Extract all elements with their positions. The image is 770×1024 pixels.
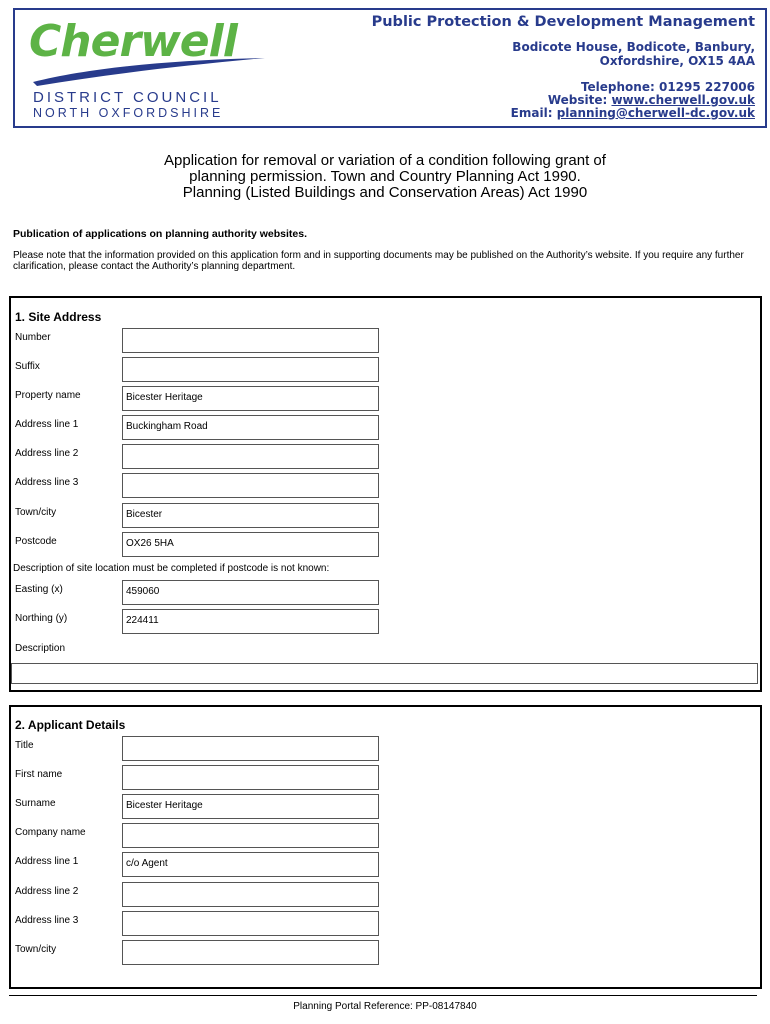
- applicant-address-line-1-field[interactable]: c/o Agent: [122, 852, 379, 877]
- applicant-town-city-field[interactable]: [122, 940, 379, 965]
- field-label: Number: [15, 332, 51, 343]
- address-line-3-field[interactable]: [122, 473, 379, 498]
- website-link[interactable]: www.cherwell.gov.uk: [611, 93, 755, 107]
- telephone-label: Telephone:: [580, 80, 655, 94]
- first-name-field[interactable]: [122, 765, 379, 790]
- email-link[interactable]: planning@cherwell-dc.gov.uk: [556, 106, 755, 120]
- title-line-3: Planning (Listed Buildings and Conservation Areas) Act 1990: [182, 184, 588, 201]
- telephone-number: 01295 227006: [658, 80, 755, 94]
- applicant-address-line-3-field[interactable]: [122, 911, 379, 936]
- website: [548, 93, 755, 107]
- field-label: Property name: [15, 390, 81, 401]
- field-label: Description: [15, 643, 66, 654]
- address-line-1-field[interactable]: Buckingham Road: [122, 415, 379, 440]
- logo-north-oxfordshire: NORTH OXFORDSHIRE: [33, 106, 224, 120]
- company-name-field[interactable]: [122, 823, 379, 848]
- publication-heading: Publication of applications on planning authority websites.: [13, 228, 308, 240]
- council-logo-wordmark: Cherwell: [29, 16, 237, 67]
- section-heading: 1. Site Address: [15, 310, 102, 324]
- field-label: Postcode: [15, 536, 57, 547]
- field-label: Suffix: [15, 361, 40, 372]
- field-label: Company name: [15, 827, 86, 838]
- logo-swoosh-icon: [29, 56, 269, 86]
- field-label: First name: [15, 769, 63, 780]
- field-label: Surname: [15, 798, 56, 809]
- field-label: Title: [15, 740, 34, 751]
- field-label: Town/city: [15, 507, 57, 518]
- property-name-field[interactable]: Bicester Heritage: [122, 386, 379, 411]
- number-field[interactable]: [122, 328, 379, 353]
- department-name: Public Protection & Development Management: [371, 14, 755, 30]
- telephone: [581, 80, 755, 94]
- field-label: Northing (y): [15, 613, 68, 624]
- section-heading: 2. Applicant Details: [15, 718, 126, 732]
- email: [511, 106, 755, 120]
- address-line-2: Oxfordshire, OX15 4AA: [599, 54, 755, 68]
- northing-field[interactable]: 224411: [122, 609, 379, 634]
- email-label: Email:: [510, 106, 553, 120]
- field-label: Address line 1: [15, 419, 79, 430]
- field-label: Address line 3: [15, 477, 79, 488]
- postcode-field[interactable]: OX26 5HA: [122, 532, 379, 557]
- portal-reference: Planning Portal Reference: PP-08147840: [293, 1001, 477, 1012]
- field-label: Address line 3: [15, 915, 79, 926]
- document-title: [0, 153, 770, 201]
- field-label: Easting (x): [15, 584, 63, 595]
- title-field[interactable]: [122, 736, 379, 761]
- logo-district-council: DISTRICT COUNCIL: [33, 89, 222, 106]
- title-line-2: planning permission. Town and Country Planning Act 1990.: [189, 168, 581, 185]
- location-note: Description of site location must be completed if postcode is not known:: [13, 563, 330, 574]
- field-label: Address line 2: [15, 886, 79, 897]
- field-label: Town/city: [15, 944, 57, 955]
- footer-divider: [9, 995, 757, 996]
- title-line-1: Application for removal or variation of a condition following grant of: [164, 152, 606, 169]
- publication-notice: Please note that the information provided on this application form and in supporting documents may be published on the Authority’s website. If you require any further clarification, please contact the Authority’s planning department.: [13, 250, 744, 272]
- town-city-field[interactable]: Bicester: [122, 503, 379, 528]
- field-label: Address line 1: [15, 856, 79, 867]
- easting-field[interactable]: 459060: [122, 580, 379, 605]
- description-field[interactable]: [11, 663, 758, 684]
- address-line-2-field[interactable]: [122, 444, 379, 469]
- address-line-1: Bodicote House, Bodicote, Banbury,: [512, 40, 755, 54]
- applicant-address-line-2-field[interactable]: [122, 882, 379, 907]
- website-label: Website:: [547, 93, 608, 107]
- suffix-field[interactable]: [122, 357, 379, 382]
- field-label: Address line 2: [15, 448, 79, 459]
- surname-field[interactable]: Bicester Heritage: [122, 794, 379, 819]
- letterhead: [13, 8, 767, 128]
